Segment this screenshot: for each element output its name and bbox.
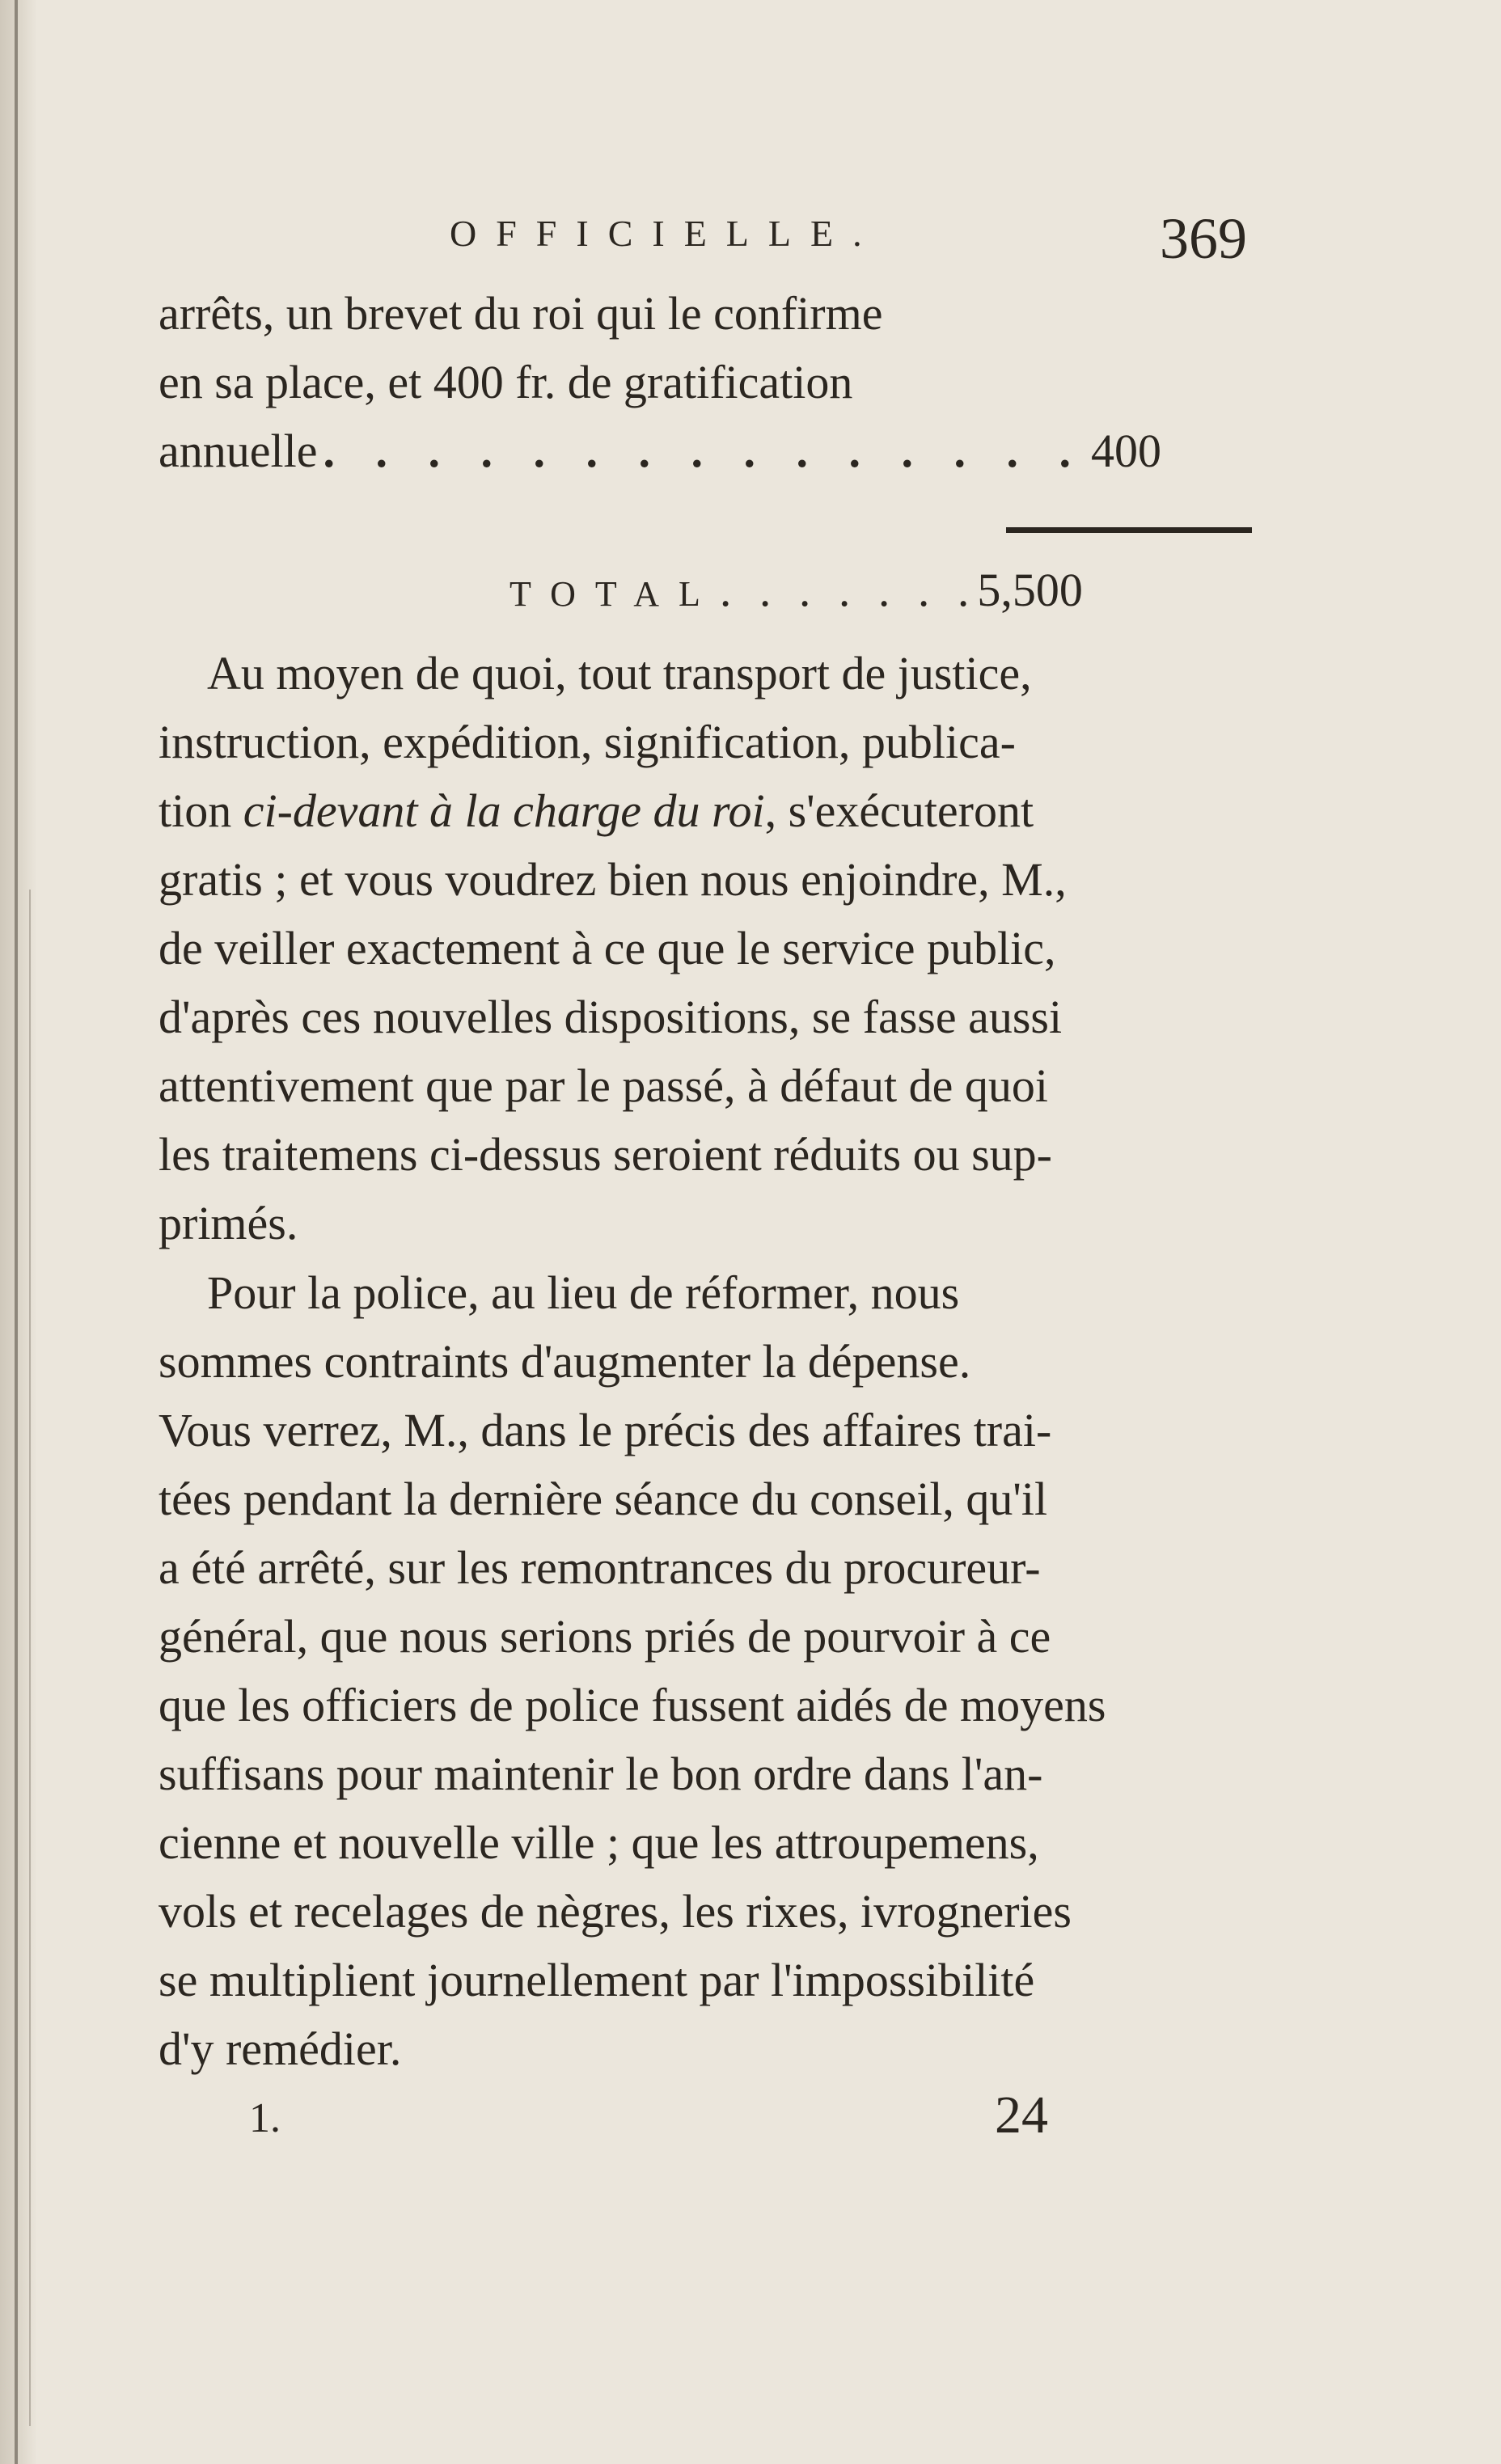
signature-mark-right: 24 xyxy=(995,2086,1048,2145)
text-line: d'après ces nouvelles dispositions, se fasse aussi xyxy=(159,991,1063,1043)
text-line: instruction, expédition, signification, publica- xyxy=(159,716,1016,768)
text-line: suffisans pour maintenir le bon ordre dans l'an- xyxy=(159,1748,1043,1800)
entry-block xyxy=(159,279,1254,485)
total-rule xyxy=(1006,527,1252,533)
text-line xyxy=(159,416,1161,485)
text-line: Vous verrez, M., dans le précis des affaires trai- xyxy=(159,1404,1052,1456)
total-label: TOTAL xyxy=(509,574,720,614)
italic-phrase: ci-devant à la charge du roi xyxy=(243,784,765,837)
running-title: OFFICIELLE. xyxy=(450,213,882,254)
binding-edge xyxy=(15,0,18,2464)
text-line: Pour la police, au lieu de réformer, nous xyxy=(207,1266,960,1319)
page-spine-shadow xyxy=(0,0,37,2464)
text-line: primés. xyxy=(159,1197,298,1249)
text-line: Au moyen de quoi, tout transport de justice, xyxy=(207,647,1032,699)
entry-label: annuelle xyxy=(159,425,318,477)
text-line: d'y remédier. xyxy=(159,2022,402,2075)
total-line xyxy=(509,563,1083,617)
text-line: de veiller exactement à ce que le service public, xyxy=(159,922,1056,974)
text-line: a été arrêté, sur les remontrances du procureur- xyxy=(159,1541,1041,1594)
text-line: sommes contraints d'augmenter la dépense. xyxy=(159,1335,971,1388)
text-line: général, que nous serions priés de pourvoir à ce xyxy=(159,1610,1051,1663)
text-line: cienne et nouvelle ville ; que les attroupemens, xyxy=(159,1816,1039,1869)
text-line: en sa place, et 400 fr. de gratification xyxy=(159,356,853,408)
text-line: arrêts, un brevet du roi qui le confirme xyxy=(159,287,883,340)
total-amount: 5,500 xyxy=(977,564,1083,616)
leader-dots: . . . . . . . . . . . . . . . xyxy=(323,425,1085,477)
entry-amount: 400 xyxy=(1091,425,1161,477)
text-line: tées pendant la dernière séance du conseil, qu'il xyxy=(159,1473,1048,1525)
text-line: que les officiers de police fussent aidés de moyens xyxy=(159,1679,1106,1731)
text-line: les traitemens ci-dessus seroient réduits ou sup- xyxy=(159,1128,1052,1181)
paragraph xyxy=(159,1258,1254,2083)
paragraph xyxy=(159,639,1254,1257)
signature-mark-left: 1. xyxy=(249,2095,281,2141)
text-line: tion ci-devant à la charge du roi , s'exécuteront xyxy=(159,776,1254,845)
text-line: attentivement que par le passé, à défaut de quoi xyxy=(159,1059,1048,1112)
page-number: 369 xyxy=(1160,206,1247,271)
text-line: gratis ; et vous voudrez bien nous enjoindre, M., xyxy=(159,853,1067,906)
leader-dots: . . . . . . . xyxy=(719,564,978,616)
text-line: se multiplient journellement par l'impossibilité xyxy=(159,1954,1035,2006)
binding-edge-inner xyxy=(29,890,31,2426)
text-line: vols et recelages de nègres, les rixes, ivrogneries xyxy=(159,1885,1072,1938)
